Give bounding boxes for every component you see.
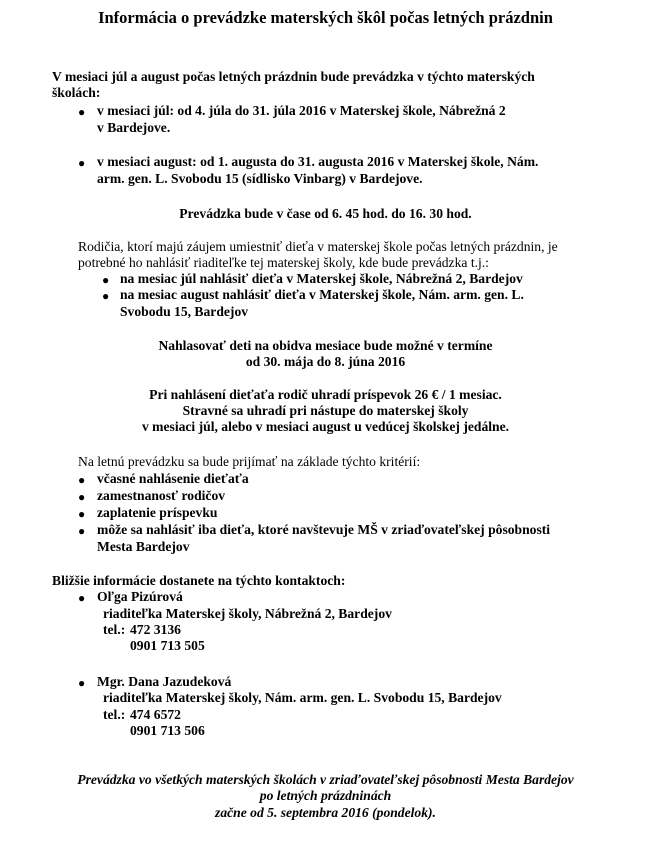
school-1-line-2: v Bardejove.	[97, 120, 171, 135]
bullet-icon: ●	[78, 490, 86, 504]
footer-line-2: po letných prázdninách	[259, 788, 392, 803]
fee-line-1: Pri nahlásení dieťaťa rodič uhradí príspevok 26 € / 1 mesiac.	[149, 387, 502, 402]
parents-item-2-line-1: na mesiac august nahlásiť dieťa v Materskej škole, Nám. arm. gen. L.	[120, 287, 524, 302]
contact-1-role: riaditeľka Materskej školy, Nábrežná 2, Bardejov	[103, 606, 392, 621]
contact-2-mobile: 0901 713 506	[130, 723, 205, 738]
bullet-icon: ●	[78, 473, 86, 487]
registration-line-2: od 30. mája do 8. júna 2016	[245, 354, 406, 369]
school-1-line-1: v mesiaci júl: od 4. júla do 31. júla 2016 v Materskej škole, Nábrežná 2	[97, 103, 506, 118]
contact-1-mobile: 0901 713 505	[130, 638, 205, 653]
bullet-icon: ●	[78, 676, 86, 690]
operating-hours: Prevádzka bude v čase od 6. 45 hod. do 16. 30 hod.	[179, 206, 472, 221]
criteria-item-1: včasné nahlásenie dieťaťa	[97, 471, 249, 486]
parents-item-2-line-2: Svobodu 15, Bardejov	[120, 304, 249, 319]
contact-2-tel-label: tel.:	[103, 707, 126, 722]
contact-2-role: riaditeľka Materskej školy, Nám. arm. gen. L. Svobodu 15, Bardejov	[103, 690, 502, 705]
criteria-item-2: zamestnanosť rodičov	[97, 488, 226, 503]
bullet-icon: ●	[102, 273, 110, 287]
bullet-icon: ●	[78, 591, 86, 605]
bullet-icon: ●	[78, 105, 86, 119]
registration-line-1: Nahlasovať deti na obidva mesiace bude možné v termíne	[158, 338, 493, 353]
contact-1-tel-label: tel.:	[103, 622, 126, 637]
contact-2-name: Mgr. Dana Jazudeková	[97, 674, 232, 689]
bullet-icon: ●	[78, 524, 86, 538]
page-title: Informácia o prevádzke materských škôl počas letných prázdnin	[98, 8, 553, 27]
school-2-line-2: arm. gen. L. Svobodu 15 (sídlisko Vinbarg) v Bardejove.	[97, 171, 423, 186]
criteria-heading: Na letnú prevádzku sa bude prijímať na základe týchto kritérií:	[78, 454, 421, 469]
intro-line-2: školách:	[52, 85, 101, 100]
footer-line-3: začne od 5. septembra 2016 (pondelok).	[215, 805, 436, 820]
parents-item-1: na mesiac júl nahlásiť dieťa v Materskej škole, Nábrežná 2, Bardejov	[120, 271, 523, 286]
fee-line-3: v mesiaci júl, alebo v mesiaci august u vedúcej školskej jedálne.	[141, 419, 510, 434]
bullet-icon: ●	[102, 289, 110, 303]
bullet-icon: ●	[78, 507, 86, 521]
footer-line-1: Prevádzka vo všetkých materských školách v zriaďovateľskej pôsobnosti Mesta Bardejov	[77, 772, 574, 787]
fee-line-2: Stravné sa uhradí pri nástupe do materskej školy	[182, 403, 469, 418]
parents-line-2: potrebné ho nahlásiť riaditeľke tej materskej školy, kde bude prevádzka t.j.:	[78, 255, 489, 270]
contacts-heading: Bližšie informácie dostanete na týchto kontaktoch:	[52, 573, 346, 588]
bullet-icon: ●	[78, 156, 86, 170]
criteria-item-4-line-1: môže sa nahlásiť iba dieťa, ktoré navštevuje MŠ v zriaďovateľskej pôsobnosti	[97, 522, 551, 537]
contact-2-phone: 474 6572	[130, 707, 181, 722]
contact-1-name: Oľga Pizúrová	[97, 589, 183, 604]
criteria-item-3: zaplatenie príspevku	[97, 505, 218, 520]
criteria-item-4-line-2: Mesta Bardejov	[97, 539, 190, 554]
intro-line-1: V mesiaci júl a august počas letných prázdnin bude prevádzka v týchto materských	[52, 69, 535, 84]
contact-1-phone: 472 3136	[130, 622, 181, 637]
parents-line-1: Rodičia, ktorí majú záujem umiestniť dieťa v materskej škole počas letných prázdnin, je	[78, 239, 558, 254]
school-2-line-1: v mesiaci august: od 1. augusta do 31. augusta 2016 v Materskej škole, Nám.	[97, 154, 539, 169]
